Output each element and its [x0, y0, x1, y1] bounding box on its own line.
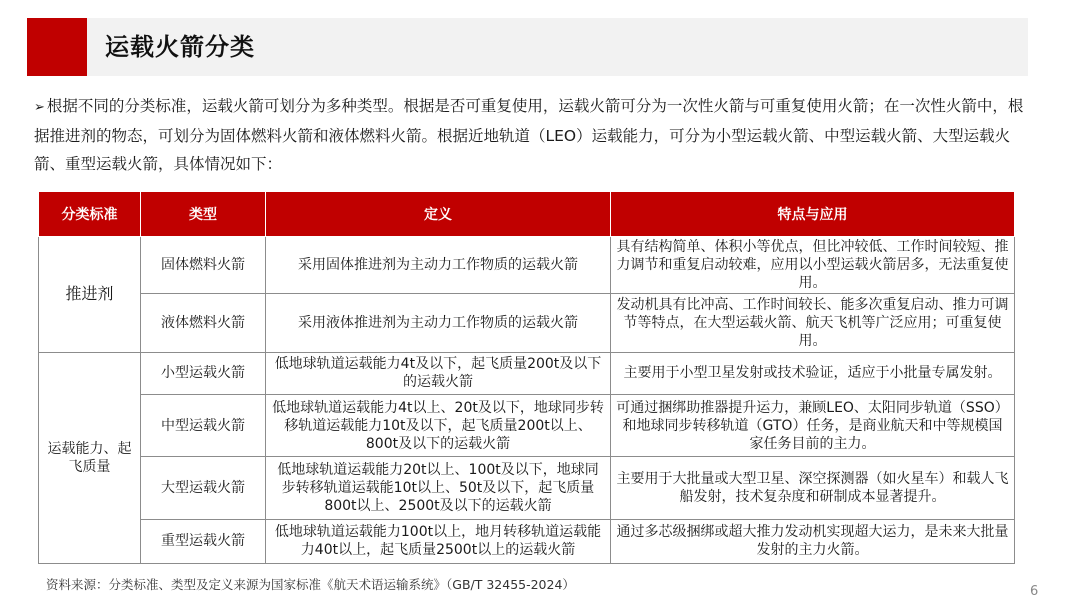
feature-cell: 通过多芯级捆绑或超大推力发动机实现超大运力，是未来大批量发射的主力火箭。 [611, 519, 1015, 563]
type-cell: 中型运载火箭 [141, 394, 266, 456]
source-note: 资料来源：分类标准、类型及定义来源为国家标准《航天术语运输系统》（GB/T 32455-2024） [46, 577, 575, 592]
type-cell: 液体燃料火箭 [141, 294, 266, 352]
header-criterion: 分类标准 [39, 192, 141, 237]
page-title: 运载火箭分类 [105, 33, 255, 61]
feature-cell: 主要用于小型卫星发射或技术验证，适应于小批量专属发射。 [611, 352, 1015, 394]
definition-cell: 低地球轨道运载能力4t及以下，起飞质量200t及以下的运载火箭 [266, 352, 611, 394]
type-cell: 重型运载火箭 [141, 519, 266, 563]
type-cell: 大型运载火箭 [141, 457, 266, 519]
table-row [39, 457, 1015, 519]
definition-cell: 低地球轨道运载能力4t以上、20t及以下，地球同步转移轨道运载能力10t及以下，起飞质量200t以上、800t及以下的运载火箭 [266, 394, 611, 456]
table-row [39, 352, 1015, 394]
bullet-arrow-icon: ➢ [34, 100, 45, 115]
feature-cell: 主要用于大批量或大型卫星、深空探测器（如火星车）和载人飞船发射，技术复杂度和研制成本显著提升。 [611, 457, 1015, 519]
criterion-cell: 运载能力、起飞质量 [39, 352, 141, 563]
type-cell: 固体燃料火箭 [141, 237, 266, 294]
intro-text: 根据不同的分类标准，运载火箭可划分为多种类型。根据是否可重复使用，运载火箭可分为一次性火箭与可重复使用火箭；在一次性火箭中，根据推进剂的物态，可划分为固体燃料火箭和液体燃料火箭。根据近地轨道（LEO）运载能力，可分为小型运载火箭、中型运载火箭、大型运载火箭、重型运载火箭，具体情况如下： [34, 97, 1024, 173]
table-header-row [39, 192, 1015, 237]
title-accent-block [27, 18, 87, 76]
feature-cell: 具有结构简单、体积小等优点，但比冲较低、工作时间较短、推力调节和重复启动较难，应用以小型运载火箭居多，无法重复使用。 [611, 237, 1015, 294]
feature-cell: 可通过捆绑助推器提升运力，兼顾LEO、太阳同步轨道（SSO）和地球同步转移轨道（GTO）任务，是商业航天和中等规模国家任务目前的主力。 [611, 394, 1015, 456]
definition-cell: 采用液体推进剂为主动力工作物质的运载火箭 [266, 294, 611, 352]
feature-cell: 发动机具有比冲高、工作时间较长、能多次重复启动、推力可调节等特点，在大型运载火箭、航天飞机等广泛应用；可重复使用。 [611, 294, 1015, 352]
classification-table [38, 191, 1015, 564]
definition-cell: 低地球轨道运载能力20t以上、100t及以下，地球同步转移轨道运载能10t以上、50t及以下，起飞质量800t以上、2500t及以下的运载火箭 [266, 457, 611, 519]
header-definition: 定义 [266, 192, 611, 237]
table-row [39, 519, 1015, 563]
table-row [39, 294, 1015, 352]
table-row [39, 394, 1015, 456]
intro-paragraph [34, 92, 1034, 178]
header-type: 类型 [141, 192, 266, 237]
table-row [39, 237, 1015, 294]
definition-cell: 低地球轨道运载能力100t以上，地月转移轨道运载能力40t以上，起飞质量2500t以上的运载火箭 [266, 519, 611, 563]
criterion-cell: 推进剂 [39, 237, 141, 353]
definition-cell: 采用固体推进剂为主动力工作物质的运载火箭 [266, 237, 611, 294]
header-feature: 特点与应用 [611, 192, 1015, 237]
page-number: 6 [1030, 584, 1039, 599]
type-cell: 小型运载火箭 [141, 352, 266, 394]
